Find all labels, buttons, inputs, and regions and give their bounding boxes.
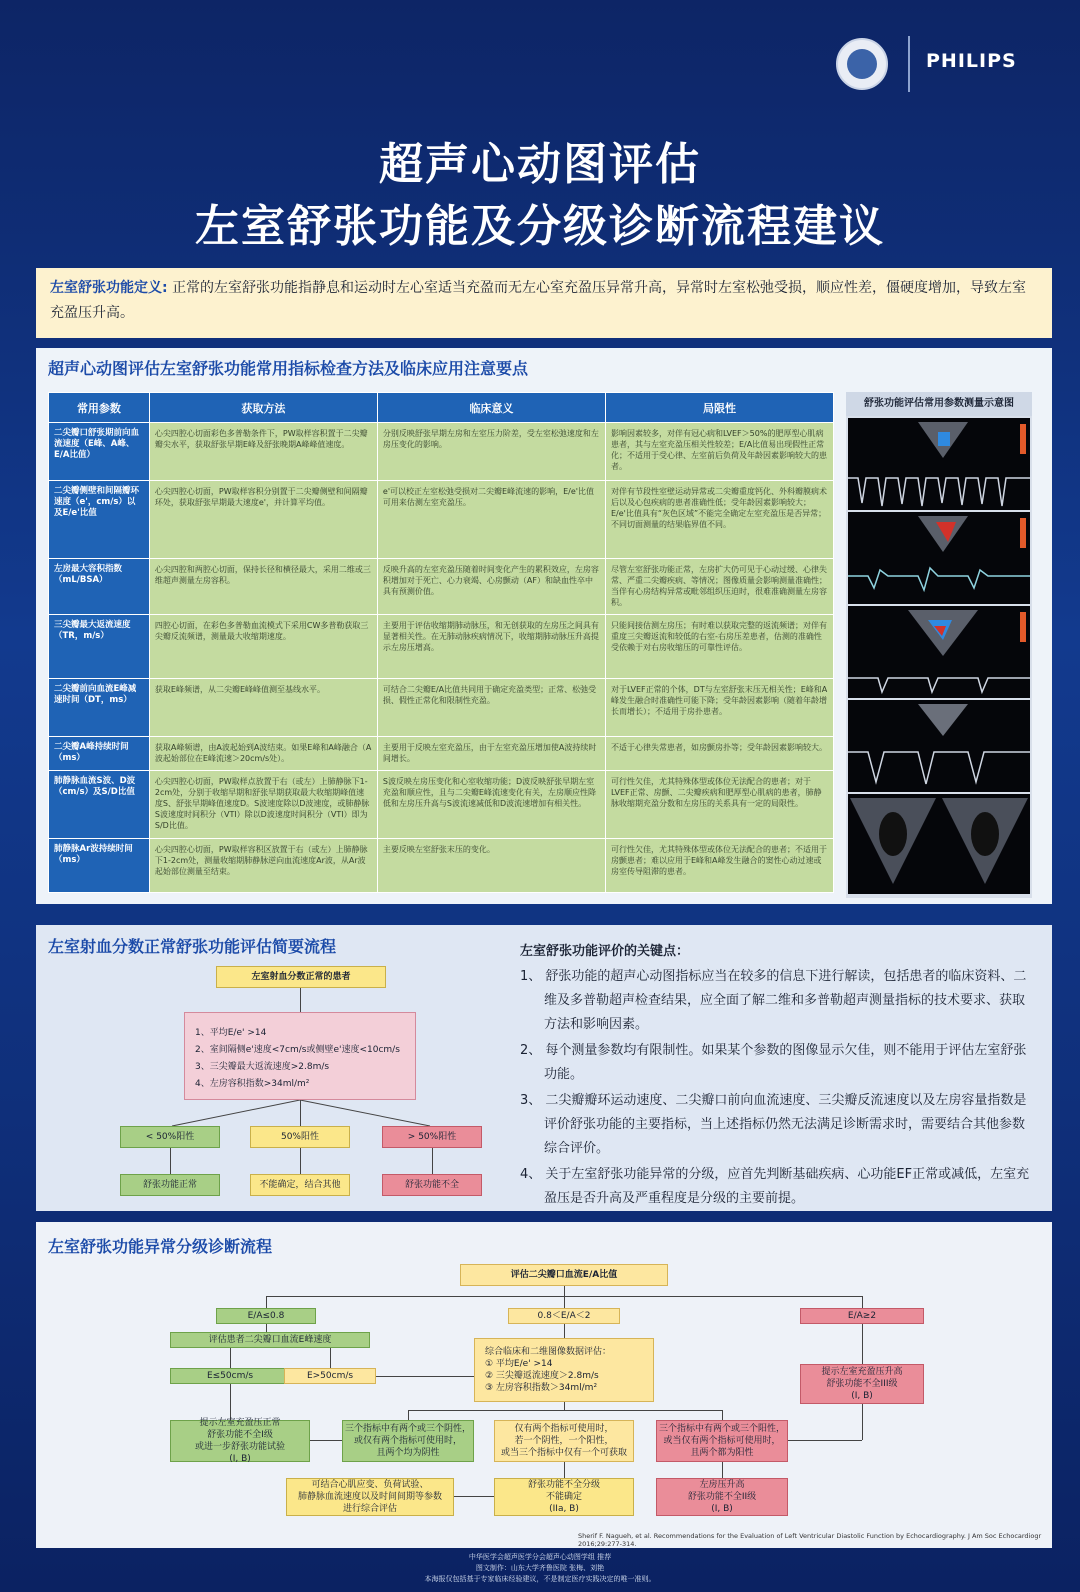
branch-lt50: < 50%阳性 [120,1126,220,1148]
result-line: 舒张功能不全分级 [527,1480,600,1490]
branch-ea-high: E/A≥2 [800,1308,924,1324]
connector [300,1148,301,1174]
result-line: (I, B) [851,1391,873,1401]
limitation-cell: 可行性欠佳，尤其特殊体型或体位无法配合的患者；对于LVEF正常、房颤、二尖瓣疾病和肥厚型心肌病的患者，肺静脉收缩期充盈分数和左房压的关系具有一定的局限性。 [605,771,833,839]
reference-citation: Sherif F. Nagueh, et al. Recommendations for the Evaluation of Left Ventricular Diastolic Function by Echocardiography. J Am Soc Echocardiogr 2016;29:277-314. [578,1532,1042,1548]
combo-line: 综合临床和二维图像数据评估： [485,1347,612,1357]
key-point: 2、 每个测量参数均有限制性。如果某个参数的图像显示欠佳，则不能用于评估左室舒张功能。 [520,1043,1027,1082]
result-uncertain: 不能确定，结合其他 [250,1174,350,1196]
echo-images-column [846,392,1032,898]
criteria-line: 三个指标中有两个或三个阴性， [344,1424,471,1434]
key-point: 1、 舒张功能的超声心动图指标应当在较多的信息下进行解读，包括患者的临床资料、二维及多普勒超声检查结果，应全面了解二维和多普勒超声测量指标的技术要求、获取方法和影响因素。 [520,969,1027,1032]
result-line: (IIa, B) [549,1504,579,1514]
branch-ea-low: E/A≤0.8 [216,1308,316,1324]
result-grade1 [170,1420,310,1462]
brand-logo: PHILIPS [926,50,1017,72]
connector [722,1410,723,1420]
footer-line: 图文制作：山东大学齐鲁医院 张梅、刘艳 [475,1564,605,1572]
result-line: (I, B) [229,1454,251,1464]
connector [230,1348,231,1368]
result-grade2 [656,1478,788,1516]
branch-e-low: E≤50cm/s [170,1368,290,1384]
connector [862,1324,863,1364]
result-line: 舒张功能不全I级 [207,1430,273,1440]
branch-gt50: > 50%阳性 [382,1126,482,1148]
indicators-table [48,392,834,893]
connector [266,1296,267,1308]
criteria-line: 或仅有两个指标可使用时， [353,1436,462,1446]
connector [432,1148,433,1174]
branch-ea-mid: 0.8＜E/A＜2 [508,1308,620,1324]
criteria-line: 仅有两个指标可使用时， [514,1424,614,1434]
limitation-cell: 对于LVEF正常的个体，DT与左室舒张末压无相关性；E峰和A峰发生融合时准确性可能下降；受年龄因素影响（随着年龄增长而增长）；不适用于房扑患者。 [605,679,833,737]
result-undetermined [494,1478,634,1516]
connector [788,1440,862,1441]
branch-50: 50%阳性 [250,1126,350,1148]
page-title-line1: 超声心动图评估 [379,139,701,190]
definition-text: 正常的左室舒张功能指静息和运动时左心室适当充盈而无左心室充盈压异常升高，异常时左室松弛受损，顺应性差，僵硬度增加，导致左室充盈压升高。 [50,280,1027,321]
method-cell: 获取A峰频谱，由A波起始到A波结束。如果E峰和A峰融合（A波起始部位在E峰流速＞20cm/s处）。 [149,737,377,771]
criteria-positive [656,1420,788,1462]
criteria-box [184,1012,416,1100]
criteria-mixed [494,1420,634,1462]
page-title-line2: 左室舒张功能及分级诊断流程建议 [195,201,885,252]
connector [564,1402,565,1410]
significance-cell: 主要用于反映左室充盈压，由于左室充盈压增加使A波持续时间增长。 [377,737,605,771]
limitation-cell: 可行性欠佳，尤其特殊体型或体位无法配合的患者；不适用于房颤患者；难以应用于E峰和A峰发生融合的窦性心动过速或房室传导阻滞的患者。 [605,839,833,893]
col-header-param: 常用参数 [49,393,150,423]
footer-line: 中华医学会超声医学分会超声心动图学组 推荐 [468,1553,612,1561]
branch-e-high: E>50cm/s [284,1368,376,1384]
method-cell: 心尖四腔心切面，PW取样容积区放置于右（或左）上肺静脉下1-2cm处，测量收缩期肺静脉逆向血流速度Ar波，从Ar波起始部位测量至结束。 [149,839,377,893]
connector [310,1440,342,1441]
connector [170,1148,171,1174]
col-header-significance: 临床意义 [377,393,605,423]
connector [454,1496,494,1497]
combo-line: ① 平均E/e' >14 [485,1359,553,1369]
result-line: 舒张功能不全II级 [687,1492,757,1502]
society-logo [836,38,888,90]
significance-cell: S波反映左房压变化和心室收缩功能；D波反映舒张早期左室充盈和顺应性，且与二尖瓣E峰流速变化有关，左房顺应性降低和左房压升高与S波流速减低和D波流速增加有相关性。 [377,771,605,839]
col-header-limitation: 局限性 [605,393,833,423]
echo-image-mitral-doppler [848,418,1030,510]
table-row [49,423,834,481]
significance-cell: 反映升高的左室充盈压随着时间变化产生的累积效应，左房容积增加对于死亡、心力衰竭、心房颤动（AF）和缺血性卒中具有预测价值。 [377,559,605,615]
param-cell: 二尖瓣侧壁和间隔瓣环速度（e'，cm/s）以及E/e'比值 [49,481,150,559]
method-cell: 心尖四腔心切面，PW取样点放置于右（或左）上肺静脉下1-2cm处，分别于收缩早期和舒张早期获取最大收缩期峰值速度S、舒张早期峰值速度D。S波速度除以D波速度，或肺静脉S波速度时间积分（VTI）除以D波速度时间积分（VTI）即为S/D比值。 [149,771,377,839]
criteria-line: 且两个均为阴性 [376,1448,440,1458]
key-points [520,940,1030,1213]
result-grade3-top [800,1364,924,1404]
table-row [49,559,834,615]
criteria-item: 3、三尖瓣最大返流速度>2.8m/s [195,1062,330,1072]
criteria-line: 或当仅有两个指标可使用时， [663,1436,781,1446]
table-row [49,771,834,839]
result-line: (I, B) [711,1504,733,1514]
method-cell: 获取E峰频谱，从二尖瓣E峰峰值测至基线水平。 [149,679,377,737]
definition-box [36,268,1052,338]
combo-line: ③ 左房容积指数＞34ml/m² [485,1383,598,1393]
flow-start-box: 左室射血分数正常的患者 [216,966,386,988]
further-line: 肺静脉血流速度以及时间间期等参数 [297,1492,442,1502]
result-dysfunction: 舒张功能不全 [382,1174,482,1196]
connector [330,1348,331,1368]
criteria-line: 且两个都为阳性 [690,1448,754,1458]
grading-title: 左室舒张功能异常分级诊断流程 [48,1237,273,1256]
table-row [49,737,834,771]
normal-ef-title: 左室射血分数正常舒张功能评估简要流程 [48,937,337,956]
result-line: 提示左室充盈压正常 [199,1418,281,1428]
criteria-line: 若一个阴性，一个阳性， [514,1436,614,1446]
param-cell: 肺静脉Ar波持续时间（ms） [49,839,150,893]
connector [408,1410,722,1411]
method-cell: 心尖四腔和两腔心切面，保持长径和横径最大，采用二维或三维超声测量左房容积。 [149,559,377,615]
significance-cell: 主要反映左室舒张末压的变化。 [377,839,605,893]
result-normal: 舒张功能正常 [120,1174,220,1196]
table-row [49,679,834,737]
combined-evaluation-box [474,1338,654,1402]
result-line: 不能确定 [545,1492,582,1502]
further-line: 进行综合评估 [342,1504,397,1514]
result-line: 提示左室充盈压升高 [821,1367,903,1377]
further-evaluation-box [286,1478,454,1516]
table-row [49,481,834,559]
table-row [49,839,834,893]
connector [564,1296,565,1308]
connector [230,1384,231,1420]
combo-line: ② 三尖瓣返流速度＞2.8m/s [485,1371,599,1381]
param-cell: 二尖瓣前向血流E峰减速时间（DT，ms） [49,679,150,737]
param-cell: 三尖瓣最大返流速度（TR，m/s） [49,615,150,679]
param-cell: 肺静脉血流S波、D波（cm/s）及S/D比值 [49,771,150,839]
connector [722,1462,723,1478]
echo-image-tissue-doppler [848,512,1030,604]
criteria-line: 或当三个指标中仅有一个可获取 [500,1448,627,1458]
indicators-title: 超声心动图评估左室舒张功能常用指标检查方法及临床应用注意要点 [48,359,529,378]
further-line: 可结合心肌应变、负荷试验、 [311,1480,429,1490]
significance-cell: 分别反映舒张早期左房和左室压力阶差，受左室松弛速度和左房压变化的影响。 [377,423,605,481]
method-cell: 心尖四腔心切面彩色多普勒条件下，PW取样容积置于二尖瓣瓣尖水平，获取舒张早期E峰及舒张晚期A峰峰值速度。 [149,423,377,481]
limitation-cell: 对伴有节段性室壁运动异常或二尖瓣重度钙化、外科瓣膜病术后以及心包疾病的患者准确性低；受年龄因素影响较大；E/e'比值具有“灰色区域”不能完全确定左室充盈压是否异常；不同切面测量的结果临界值不同。 [605,481,833,559]
criteria-item: 1、平均E/e' >14 [195,1028,267,1038]
criteria-item: 2、室间隔侧e'速度<7cm/s或侧壁e'速度<10cm/s [195,1045,400,1055]
definition-label: 左室舒张功能定义: [50,280,168,296]
method-cell: 四腔心切面，在彩色多普勒血流模式下采用CW多普勒获取三尖瓣反流频谱，测量最大收缩期速度。 [149,615,377,679]
result-line: 或进一步舒张功能试验 [194,1442,285,1452]
connector [564,1462,565,1478]
criteria-negative [342,1420,474,1462]
connector [862,1296,863,1308]
connector [862,1404,863,1440]
echo-image-tricuspid [848,606,1030,698]
criteria-item: 4、左房容积指数>34ml/m² [195,1079,310,1089]
limitation-cell: 只能间接估测左房压；有时难以获取完整的返流频谱；对伴有重度三尖瓣返流和较低的右室-右房压差患者，估测的准确性受依赖于对右房收缩压的可靠性评估。 [605,615,833,679]
connector [266,1324,267,1332]
param-cell: 二尖瓣口舒张期前向血流速度（E峰、A峰、E/A比值） [49,423,150,481]
result-line: 左房压升高 [699,1480,745,1490]
footer [0,1552,1080,1585]
grading-start-box: 评估二尖瓣口血流E/A比值 [460,1264,668,1286]
table-row [49,615,834,679]
significance-cell: e'可以校正左室松弛受损对二尖瓣E峰流速的影响，E/e'比值可用来估测左室充盈压。 [377,481,605,559]
connector [300,988,301,1012]
limitation-cell: 不适于心律失常患者，如房颤房扑等；受年龄因素影响较大。 [605,737,833,771]
limitation-cell: 影响因素较多，对伴有冠心病和LVEF＞50%的肥厚型心肌病患者，其与左室充盈压相关性较差；E/A比值易出现假性正常化；不适用于受心律、左室前后负荷及年龄因素影响较大的患者。 [605,423,833,481]
connector [408,1410,409,1420]
echo-image-four-chamber [848,794,1030,894]
logo-divider [908,36,910,92]
key-point: 3、 二尖瓣瓣环运动速度、二尖瓣口前向血流速度、三尖瓣反流速度以及左房容量指数是评价舒张功能的主要指标，当上述指标仍然无法满足诊断需求时，需要结合其他参数综合评价。 [520,1093,1027,1156]
param-cell: 左房最大容积指数（mL/BSA） [49,559,150,615]
header [0,0,1080,270]
significance-cell: 可结合二尖瓣E/A比值共同用于确定充盈类型；正常、松弛受损、假性正常化和限制性充盈。 [377,679,605,737]
echo-image-pulmonary-vein [848,700,1030,792]
evaluate-e-box: 评估患者二尖瓣口血流E峰速度 [170,1332,370,1348]
param-cell: 二尖瓣A峰持续时间（ms） [49,737,150,771]
connector [564,1324,565,1338]
key-point: 4、 关于左室舒张功能异常的分级，应首先判断基础疾病、心功能EF正常或减低，左室充盈压是否升高及严重程度是分级的主要前提。 [520,1167,1030,1206]
limitation-cell: 尽管左室舒张功能正常，左房扩大仍可见于心动过缓、心律失常、严重二尖瓣疾病、等情况；图像质量会影响测量准确性；当伴有心房结构异常或毗邻组织压迫时，很难准确测量左房容积。 [605,559,833,615]
echo-images-caption: 舒张功能评估常用参数测量示意图 [846,392,1032,416]
connector [564,1286,565,1296]
key-points-title: 左室舒张功能评价的关键点： [520,944,690,959]
significance-cell: 主要用于评估收缩期肺动脉压，和无创获取的左房压之间具有显著相关性。在无肺动脉疾病情况下，收缩期肺动脉压升高提示左房压增高。 [377,615,605,679]
col-header-method: 获取方法 [149,393,377,423]
method-cell: 心尖四腔心切面，PW取样容积分别置于二尖瓣侧壁和间隔瓣环处，获取舒张早期最大速度e'，并计算平均值。 [149,481,377,559]
footer-line: 本海报仅包括基于专家临床经验建议，不是制定医疗实践决定的唯一准则。 [424,1575,656,1583]
criteria-line: 三个指标中有两个或三个阳性， [658,1424,785,1434]
result-line: 舒张功能不全III级 [826,1379,898,1389]
connector [376,1376,474,1377]
